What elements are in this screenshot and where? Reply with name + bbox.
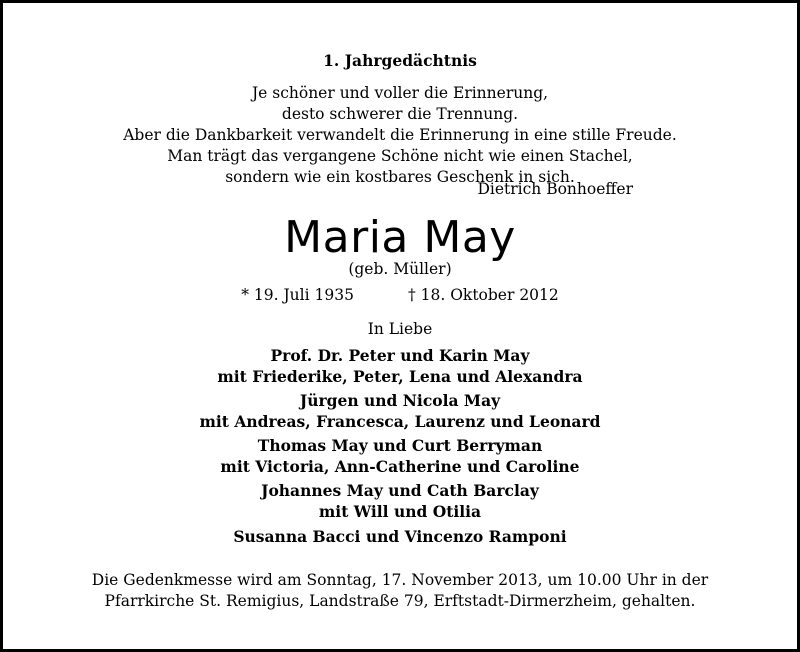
poem-line-1: Je schöner und voller die Erinnerung,	[251, 84, 549, 102]
mourner-4-children: mit Will und Otilia	[318, 502, 482, 521]
mass-info-line-2: Pfarrkirche St. Remigius, Landstraße 79, Erftstadt-Dirmerzheim, gehalten.	[104, 592, 696, 610]
mourner-1-children: mit Friederike, Peter, Lena und Alexandra	[217, 367, 583, 386]
poem-line-4: Man trägt das vergangene Schöne nicht wie einen Stachel,	[167, 147, 633, 165]
mourner-2-names: Jürgen und Nicola May	[299, 391, 501, 410]
mourner-1-names: Prof. Dr. Peter und Karin May	[270, 346, 530, 365]
life-dates	[3, 285, 797, 305]
poem-author: Dietrich Bonhoeffer	[477, 180, 633, 198]
mourner-2-children: mit Andreas, Francesca, Laurenz und Leonard	[199, 412, 601, 431]
mourner-5-names: Susanna Bacci und Vincenzo Ramponi	[233, 527, 567, 546]
maiden-name: (geb. Müller)	[348, 260, 452, 278]
death-date: † 18. Oktober 2012	[407, 286, 559, 304]
mourner-3-names: Thomas May und Curt Berryman	[257, 436, 543, 455]
anniversary-heading: 1. Jahrgedächtnis	[323, 51, 477, 70]
mourner-3-children: mit Victoria, Ann-Catherine und Caroline	[220, 457, 580, 476]
poem-line-2: desto schwerer die Trennung.	[281, 105, 519, 123]
poem-line-3: Aber die Dankbarkeit verwandelt die Erinnerung in eine stille Freude.	[123, 126, 677, 144]
mourner-4-names: Johannes May und Cath Barclay	[261, 481, 539, 500]
birth-date: * 19. Juli 1935	[241, 286, 354, 304]
mass-info-line-1: Die Gedenkmesse wird am Sonntag, 17. November 2013, um 10.00 Uhr in der	[91, 571, 709, 589]
in-love-label: In Liebe	[367, 320, 433, 338]
deceased-name: Maria May	[284, 212, 516, 263]
poem-line-5: sondern wie ein kostbares Geschenk in sich.	[225, 168, 575, 186]
